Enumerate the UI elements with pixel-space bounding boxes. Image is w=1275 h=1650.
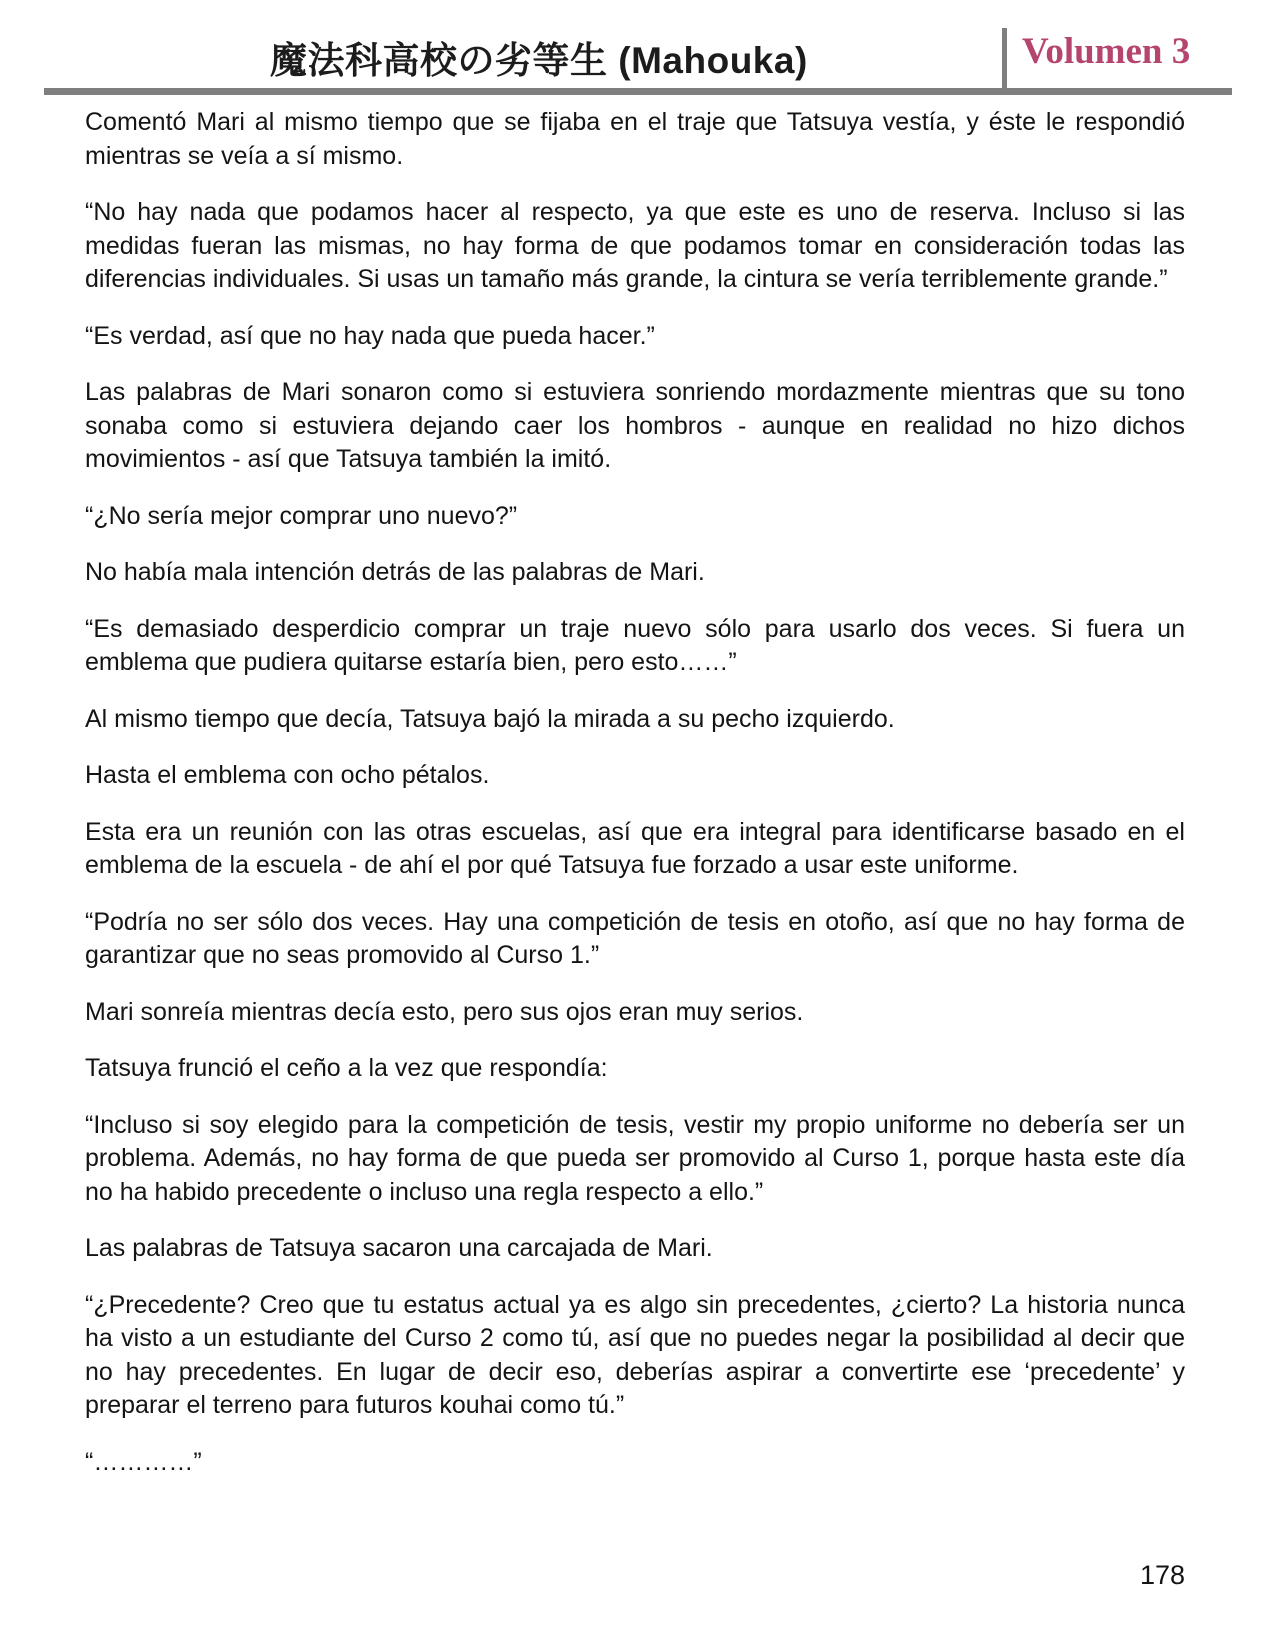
paragraph-narration: Mari sonreía mientras decía esto, pero sus ojos eran muy serios. <box>85 997 804 1026</box>
paragraph-dialogue: “Podría no ser sólo dos veces. Hay una competición de tesis en otoño, así que no hay forma de garantizar que no seas promovido al Curso 1.” <box>85 907 1185 969</box>
paragraph-dialogue: “¿Precedente? Creo que tu estatus actual ya es algo sin precedentes, ¿cierto? La historia nunca ha visto a un estudiante del Curso 2 como tú, así que no puedes negar la posibilidad al decir que no hay precedentes. En lugar de decir eso, deberías aspirar a convertirte ese ‘precedente’ y preparar el terreno para futuros kouhai como tú.” <box>85 1290 1185 1419</box>
paragraph-dialogue: “Incluso si soy elegido para la competición de tesis, vestir my propio uniforme no debería ser un problema. Además, no hay forma de que pueda ser promovido al Curso 1, porque hasta este día no ha habido precedente o incluso una regla respecto a ello.” <box>85 1110 1185 1206</box>
header-divider <box>1002 28 1007 89</box>
paragraph-narration: Comentó Mari al mismo tiempo que se fijaba en el traje que Tatsuya vestía, y éste le respondió mientras se veía a sí mismo. <box>85 108 1185 170</box>
page-body <box>85 106 1185 1502</box>
paragraph-narration: Las palabras de Tatsuya sacaron una carcajada de Mari. <box>85 1234 713 1262</box>
paragraph-dialogue: “No hay nada que podamos hacer al respecto, ya que este es uno de reserva. Incluso si las medidas fueran las mismas, no hay forma de que podamos tomar en consideración todas las diferencias individuales. Si usas un tamaño más grande, la cintura se vería terriblemente grande.” <box>85 198 1185 293</box>
page-title: 魔法科高校の劣等生 (Mahouka) <box>270 40 808 81</box>
paragraph-dialogue: “Es demasiado desperdicio comprar un traje nuevo sólo para usarlo dos veces. Si fuera un emblema que pudiera quitarse estaría bien, pero esto……” <box>85 614 1185 676</box>
page-number: 178 <box>1139 1560 1185 1590</box>
paragraph-narration: No había mala intención detrás de las palabras de Mari. <box>85 558 705 586</box>
paragraph-narration: Esta era un reunión con las otras escuelas, así que era integral para identificarse basado en el emblema de la escuela - de ahí el por qué Tatsuya fue forzado a usar este uniforme. <box>85 817 1185 879</box>
paragraph-dialogue: “Es verdad, así que no hay nada que pueda hacer.” <box>85 321 655 350</box>
paragraph-narration: Al mismo tiempo que decía, Tatsuya bajó la mirada a su pecho izquierdo. <box>85 704 895 733</box>
paragraph-narration: Las palabras de Mari sonaron como si estuviera sonriendo mordazmente mientras que su tono sonaba como si estuviera dejando caer los hombros - aunque en realidad no hizo dichos movimientos - así que Tatsuya también la imitó. <box>85 378 1185 473</box>
paragraph-narration: Hasta el emblema con ocho pétalos. <box>85 761 490 789</box>
volume-label: Volumen 3 <box>1022 31 1191 72</box>
header-rule <box>44 88 1232 95</box>
paragraph-narration: Tatsuya frunció el ceño a la vez que respondía: <box>85 1054 608 1082</box>
paragraph-dialogue: “…………” <box>85 1447 202 1476</box>
paragraph-dialogue: “¿No sería mejor comprar uno nuevo?” <box>85 501 518 530</box>
